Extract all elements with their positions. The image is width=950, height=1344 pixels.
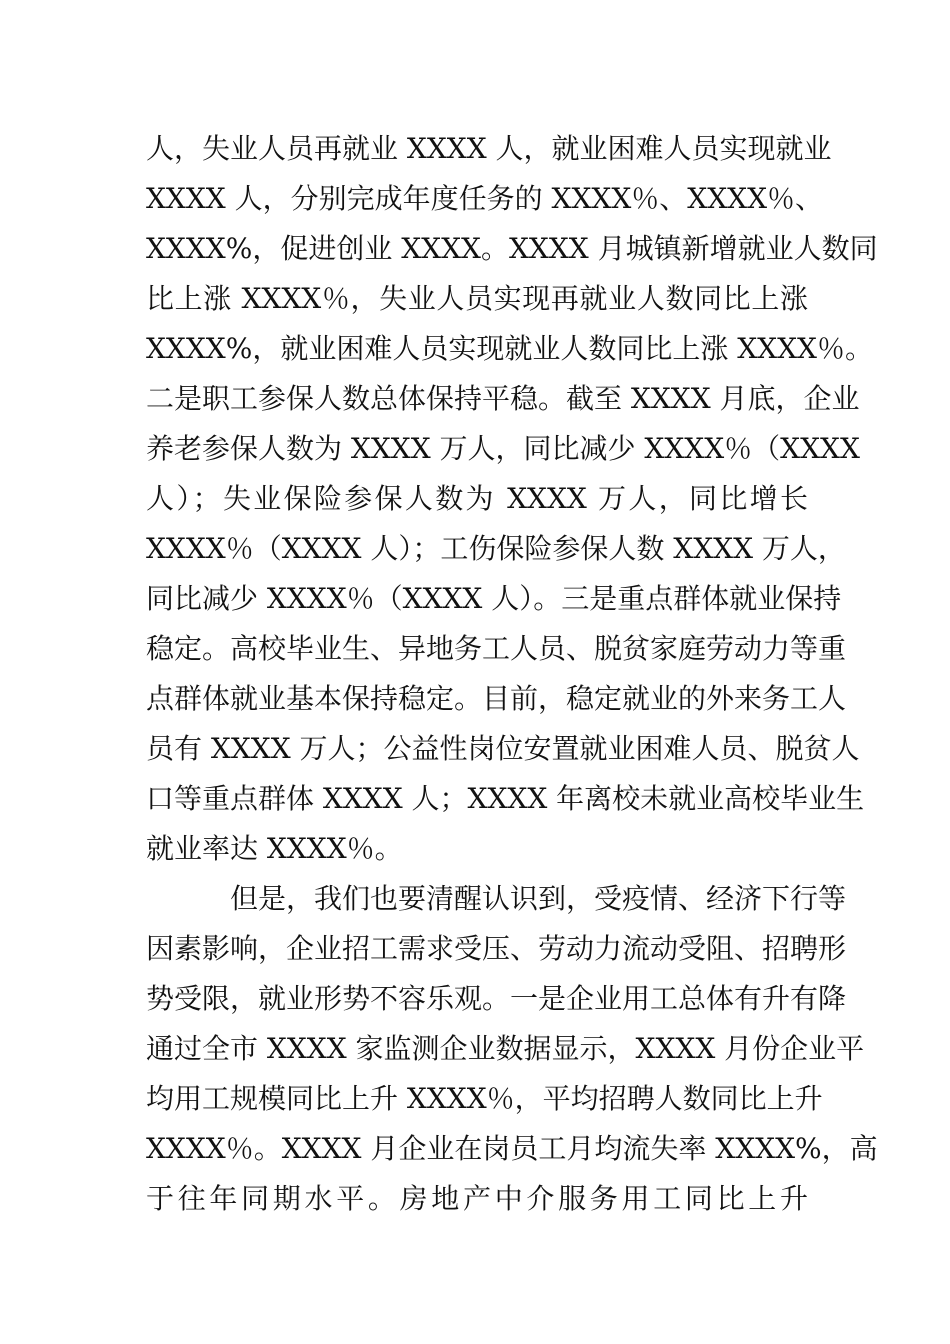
text-line: 就业率达 XXXX％。	[146, 832, 403, 865]
text-line: XXXX%，就业困难人员实现就业人数同比上涨 XXXX％。	[146, 332, 873, 365]
text-line: 均用工规模同比上升 XXXX％，平均招聘人数同比上升	[146, 1082, 823, 1115]
text-line: 人，失业人员再就业 XXXX 人，就业困难人员实现就业	[146, 132, 832, 165]
text-line: XXXX 人，分别完成年度任务的 XXXX％、XXXX％、	[146, 182, 824, 215]
text-line: 同比减少 XXXX％（XXXX 人）。三是重点群体就业保持	[146, 582, 842, 615]
text-line: XXXX％（XXXX 人）；工伤保险参保人数 XXXX 万人，	[146, 532, 846, 565]
text-line: 因素影响，企业招工需求受压、劳动力流动受阻、招聘形	[146, 932, 847, 965]
text-line: 势受限，就业形势不容乐观。一是企业用工总体有升有降	[146, 982, 847, 1015]
text-line: 比上涨 XXXX％，失业人员实现再就业人数同比上涨	[146, 282, 808, 315]
text-line: 但是，我们也要清醒认识到，受疫情、经济下行等	[230, 882, 847, 915]
text-line: 口等重点群体 XXXX 人；XXXX 年离校未就业高校毕业生	[146, 782, 865, 815]
text-line: 稳定。高校毕业生、异地务工人员、脱贫家庭劳动力等重	[146, 632, 847, 665]
text-line: 通过全市 XXXX 家监测企业数据显示，XXXX 月份企业平	[146, 1032, 865, 1065]
text-line: 员有 XXXX 万人；公益性岗位安置就业困难人员、脱贫人	[146, 732, 860, 765]
text-line: 养老参保人数为 XXXX 万人，同比减少 XXXX％（XXXX	[146, 432, 860, 465]
document-body	[146, 124, 878, 1224]
paragraph-2	[146, 874, 878, 1224]
paragraph-1	[146, 124, 878, 874]
text-line: XXXX％。XXXX 月企业在岗员工月均流失率 XXXX%，高	[146, 1132, 878, 1165]
text-line: 人）；失业保险参保人数为 XXXX 万人，同比增长	[146, 482, 808, 515]
text-line: 点群体就业基本保持稳定。目前，稳定就业的外来务工人	[146, 682, 847, 715]
text-line: XXXX%，促进创业 XXXX。XXXX 月城镇新增就业人数同	[146, 232, 878, 265]
text-line: 于往年同期水平。房地产中介服务用工同比上升	[146, 1182, 808, 1215]
text-line: 二是职工参保人数总体保持平稳。截至 XXXX 月底，企业	[146, 382, 860, 415]
